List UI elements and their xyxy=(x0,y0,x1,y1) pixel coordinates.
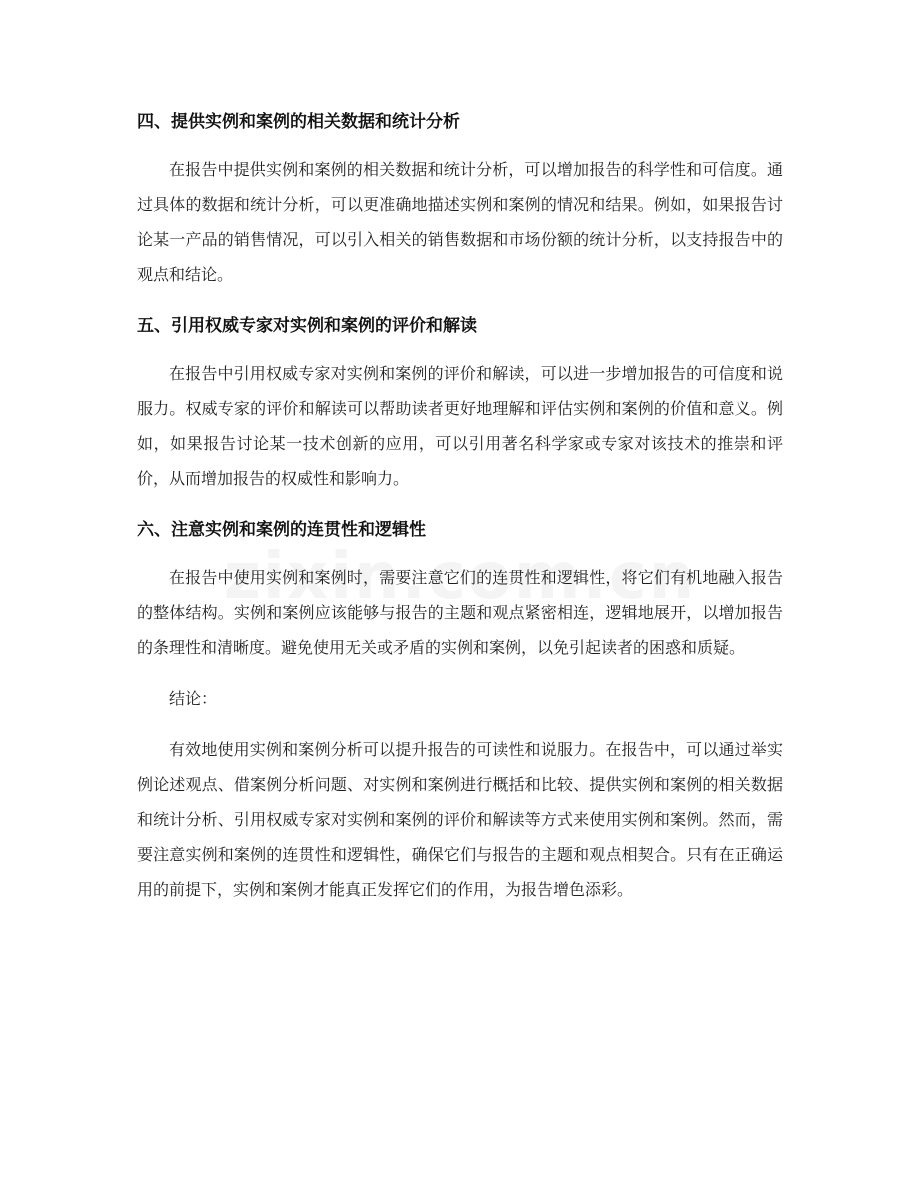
section-4-paragraph: 在报告中提供实例和案例的相关数据和统计分析，可以增加报告的科学性和可信度。通过具体的数据和统计分析，可以更准确地描述实例和案例的情况和结果。例如，如果报告讨论某一产品的销售情况，可以引入相关的销售数据和市场份额的统计分析，以支持报告中的观点和结论。 xyxy=(137,160,783,284)
section-4-heading: 四、提供实例和案例的相关数据和统计分析 xyxy=(137,112,460,132)
section-6-heading: 六、注意实例和案例的连贯性和逻辑性 xyxy=(137,520,426,540)
section-5-paragraph: 在报告中引用权威专家对实例和案例的评价和解读，可以进一步增加报告的可信度和说服力。权威专家的评价和解读可以帮助读者更好地理解和评估实例和案例的价值和意义。例如，如果报告讨论某一技术创新的应用，可以引用著名科学家或专家对该技术的推崇和评价，从而增加报告的权威性和影响力。 xyxy=(137,364,783,488)
section-6-paragraph: 在报告中使用实例和案例时，需要注意它们的连贯性和逻辑性，将它们有机地融入报告的整体结构。实例和案例应该能够与报告的主题和观点紧密相连，逻辑地展开，以增加报告的条理性和清晰度。避免使用无关或矛盾的实例和案例，以免引起读者的困惑和质疑。 xyxy=(137,568,783,657)
document-body xyxy=(137,104,783,923)
conclusion-label: 结论： xyxy=(169,689,218,708)
conclusion-paragraph: 有效地使用实例和案例分析可以提升报告的可读性和说服力。在报告中，可以通过举实例论述观点、借案例分析问题、对实例和案例进行概括和比较、提供实例和案例的相关数据和统计分析、引用权威专家对实例和案例的评价和解读等方式来使用实例和案例。然而，需要注意实例和案例的连贯性和逻辑性，确保它们与报告的主题和观点相契合。只有在正确运用的前提下，实例和案例才能真正发挥它们的作用，为报告增色添彩。 xyxy=(137,740,783,899)
section-5-heading: 五、引用权威专家对实例和案例的评价和解读 xyxy=(137,316,477,336)
